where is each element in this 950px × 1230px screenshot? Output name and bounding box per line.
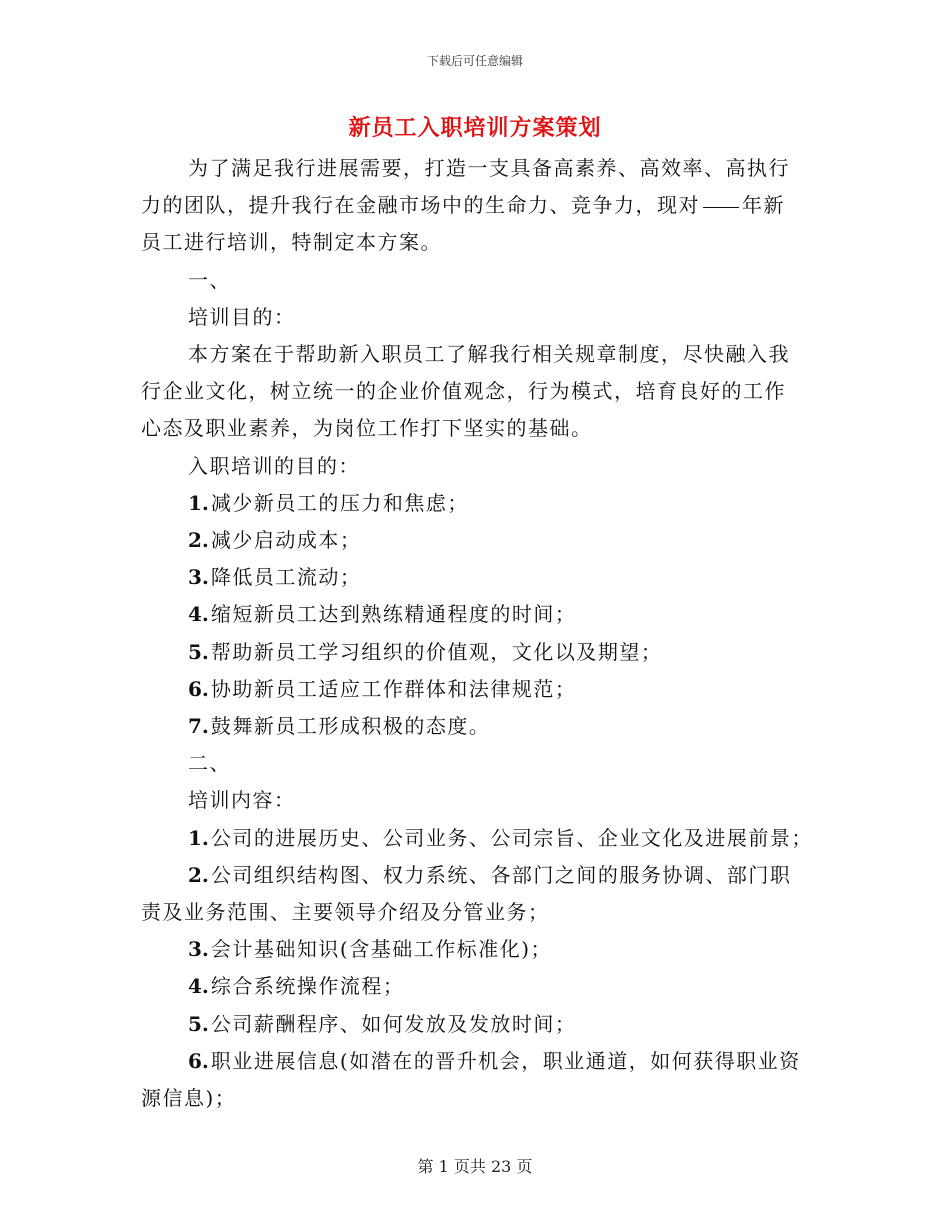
page-header: 下载后可任意编辑 xyxy=(426,54,523,68)
content-item-text: 综合系统操作流程； xyxy=(210,974,405,999)
intro-line-1: 为了满足我行进展需要，打造一支具备高素养、高效率、高执行 xyxy=(188,156,790,180)
content-item xyxy=(141,857,813,894)
content-item-text: 公司的进展历史、公司业务、公司宗旨、企业文化及进展前景； xyxy=(210,825,813,850)
intro-line-3: 员工进行培训，特制定本方案。 xyxy=(141,230,442,255)
page-footer: 第 1 页共 23 页 xyxy=(417,1157,533,1176)
content-item xyxy=(141,1043,813,1080)
list-item-text: 减少启动成本； xyxy=(210,528,362,553)
list-item xyxy=(141,485,813,522)
list-item-number: 1. xyxy=(188,490,209,515)
list-item-number: 6. xyxy=(188,676,209,701)
list-item xyxy=(141,708,813,745)
list-item-text: 帮助新员工学习组织的价值观，文化以及期望； xyxy=(210,639,663,664)
section-2-heading: 二、 xyxy=(188,751,231,776)
document-body xyxy=(141,150,813,1117)
purpose-line-2: 行企业文化，树立统一的企业价值观念，行为模式，培育良好的工作 xyxy=(141,379,786,404)
list-item-text: 鼓舞新员工形成积极的态度。 xyxy=(210,714,491,739)
section-1-sub-label: 入职培训的目的： xyxy=(188,453,360,478)
document-title: 新员工入职培训方案策划 xyxy=(348,115,602,141)
intro-line-2-text: 力的团队，提升我行在金融市场中的生命力、竞争力，现对 xyxy=(141,193,700,218)
section-1-heading: 一、 xyxy=(188,267,231,292)
content-item-number: 2. xyxy=(188,862,209,887)
content-item-text: 公司薪酬程序、如何发放及发放时间； xyxy=(210,1011,577,1036)
list-item-number: 5. xyxy=(188,639,209,664)
year-blank xyxy=(703,207,739,208)
list-item xyxy=(141,522,813,559)
purpose-line-3: 心态及职业素养，为岗位工作打下坚实的基础。 xyxy=(141,416,593,441)
list-item-text: 降低员工流动； xyxy=(210,565,362,590)
content-item-text: 公司组织结构图、权力系统、各部门之间的服务协调、部门职 xyxy=(210,862,792,887)
purpose-line-1: 本方案在于帮助新入职员工了解我行相关规章制度，尽快融入我 xyxy=(188,342,790,367)
list-item-number: 4. xyxy=(188,602,209,627)
list-item xyxy=(141,634,813,671)
list-item-text: 减少新员工的压力和焦虑； xyxy=(210,490,469,515)
content-item xyxy=(141,1006,813,1043)
content-item-continuation: 责及业务范围、主要领导介绍及分管业务； xyxy=(141,900,550,925)
list-item-text: 缩短新员工达到熟练精通程度的时间； xyxy=(210,602,577,627)
content-item xyxy=(141,931,813,968)
content-item-continuation: 源信息)； xyxy=(141,1086,237,1111)
list-item xyxy=(141,596,813,633)
content-item-number: 5. xyxy=(188,1011,209,1036)
content-item-number: 3. xyxy=(188,937,209,962)
list-item xyxy=(141,671,813,708)
content-item-text: 会计基础知识(含基础工作标准化)； xyxy=(210,937,552,962)
content-item xyxy=(141,820,813,857)
list-item xyxy=(141,559,813,596)
intro-line-2 xyxy=(141,187,813,224)
content-item-number: 6. xyxy=(188,1048,209,1073)
intro-line-2-tail: 年新 xyxy=(742,193,785,218)
list-item-text: 协助新员工适应工作群体和法律规范； xyxy=(210,676,577,701)
content-item-text: 职业进展信息(如潜在的晋升机会，职业通道，如何获得职业资 xyxy=(210,1048,801,1073)
content-item xyxy=(141,968,813,1005)
content-item-number: 4. xyxy=(188,974,209,999)
content-item-number: 1. xyxy=(188,825,209,850)
list-item-number: 3. xyxy=(188,565,209,590)
list-item-number: 2. xyxy=(188,528,209,553)
section-1-label: 培训目的： xyxy=(188,304,296,329)
list-item-number: 7. xyxy=(188,714,209,739)
section-2-label: 培训内容： xyxy=(188,788,296,813)
